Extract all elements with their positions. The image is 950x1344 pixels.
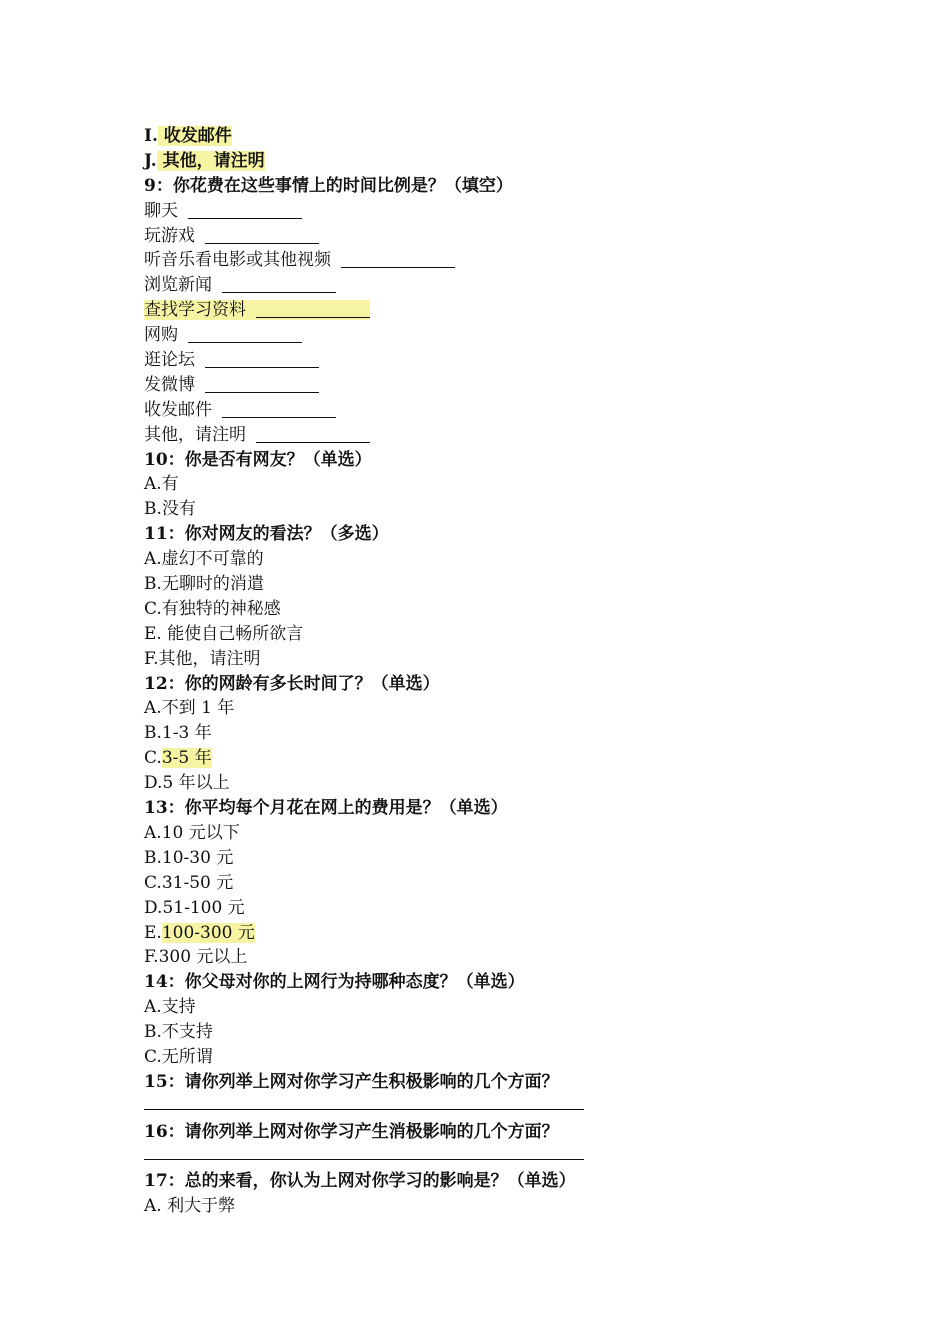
q14-question: 14：你父母对你的上网行为持哪种态度？（单选） xyxy=(144,972,525,993)
fill-in-blank[interactable] xyxy=(205,349,319,368)
q9-item-weibo: 发微博 xyxy=(144,373,804,398)
questionnaire-page xyxy=(144,124,804,1219)
q12-question: 12：你的网龄有多长时间了？（单选） xyxy=(144,673,440,694)
q14-option-b[interactable]: B.不支持 xyxy=(144,1022,213,1043)
highlight-text: 100-300 元 xyxy=(161,922,255,943)
highlight-text: 收发邮件 xyxy=(158,126,232,146)
highlight-text: 查找学习资料 xyxy=(144,300,370,320)
q10-question: 10：你是否有网友？（单选） xyxy=(144,449,372,470)
fill-in-blank[interactable] xyxy=(188,324,302,343)
highlight-text: 其他，请注明 xyxy=(157,151,265,171)
fill-in-blank[interactable] xyxy=(256,299,370,318)
q13-option-f[interactable]: F.300 元以上 xyxy=(144,947,248,968)
highlight-text: 3-5 年 xyxy=(161,748,212,769)
q10-option-a[interactable]: A.有 xyxy=(144,474,179,495)
q8-option-i: I. 收发邮件 xyxy=(144,126,232,146)
q9-item-email: 收发邮件 xyxy=(144,398,804,423)
q9-question: 9：你花费在这些事情上的时间比例是？（填空） xyxy=(144,175,513,196)
q12-option-d[interactable]: D.5 年以上 xyxy=(144,773,230,794)
q14-option-c[interactable]: C.无所谓 xyxy=(144,1046,213,1067)
q9-item-shopping: 网购 xyxy=(144,323,804,348)
q9-item-forum: 逛论坛 xyxy=(144,348,804,373)
q11-option-e[interactable]: E. 能使自己畅所欲言 xyxy=(144,623,304,644)
fill-in-blank[interactable] xyxy=(222,274,336,293)
q14-option-a[interactable]: A.支持 xyxy=(144,997,196,1018)
q9-item-other: 其他，请注明 xyxy=(144,423,804,448)
q12-option-b[interactable]: B.1-3 年 xyxy=(144,723,212,744)
q9-item-media: 听音乐看电影或其他视频 xyxy=(144,248,804,273)
q10-option-b[interactable]: B.没有 xyxy=(144,499,196,520)
q13-option-d[interactable]: D.51-100 元 xyxy=(144,897,245,918)
q11-option-f[interactable]: F.其他，请注明 xyxy=(144,648,261,669)
q9-item-chat: 聊天 xyxy=(144,199,804,224)
q12-option-a[interactable]: A.不到 1 年 xyxy=(144,698,235,719)
q12-option-c[interactable]: C.3-5 年 xyxy=(144,748,212,769)
q15-answer-line[interactable] xyxy=(144,1095,804,1120)
q16-question: 16：请你列举上网对你学习产生消极影响的几个方面？ xyxy=(144,1121,559,1142)
fill-in-blank[interactable] xyxy=(222,399,336,418)
fill-in-blank[interactable] xyxy=(205,374,319,393)
q9-item-news: 浏览新闻 xyxy=(144,273,804,298)
q11-option-c[interactable]: C.有独特的神秘感 xyxy=(144,598,281,619)
q13-option-b[interactable]: B.10-30 元 xyxy=(144,847,234,868)
q15-question: 15：请你列举上网对你学习产生积极影响的几个方面？ xyxy=(144,1071,559,1092)
q13-option-e[interactable]: E.100-300 元 xyxy=(144,922,255,943)
fill-in-blank[interactable] xyxy=(205,225,319,244)
q11-option-a[interactable]: A.虚幻不可靠的 xyxy=(144,549,264,570)
fill-in-blank[interactable] xyxy=(256,424,370,443)
q17-question: 17：总的来看，你认为上网对你学习的影响是？（单选） xyxy=(144,1171,576,1192)
q13-question: 13：你平均每个月花在网上的费用是？（单选） xyxy=(144,798,508,819)
fill-in-blank[interactable] xyxy=(188,200,302,219)
fill-in-blank[interactable] xyxy=(341,249,455,268)
q9-item-games: 玩游戏 xyxy=(144,224,804,249)
q9-item-study xyxy=(144,298,804,323)
q16-answer-line[interactable] xyxy=(144,1145,804,1170)
q13-option-a[interactable]: A.10 元以下 xyxy=(144,822,240,843)
q8-option-j: J. 其他，请注明 xyxy=(144,150,265,171)
q11-question: 11：你对网友的看法？（多选） xyxy=(144,524,389,545)
q17-option-a[interactable]: A. 利大于弊 xyxy=(144,1196,236,1217)
q13-option-c[interactable]: C.31-50 元 xyxy=(144,872,234,893)
q11-option-b[interactable]: B.无聊时的消遣 xyxy=(144,574,264,595)
